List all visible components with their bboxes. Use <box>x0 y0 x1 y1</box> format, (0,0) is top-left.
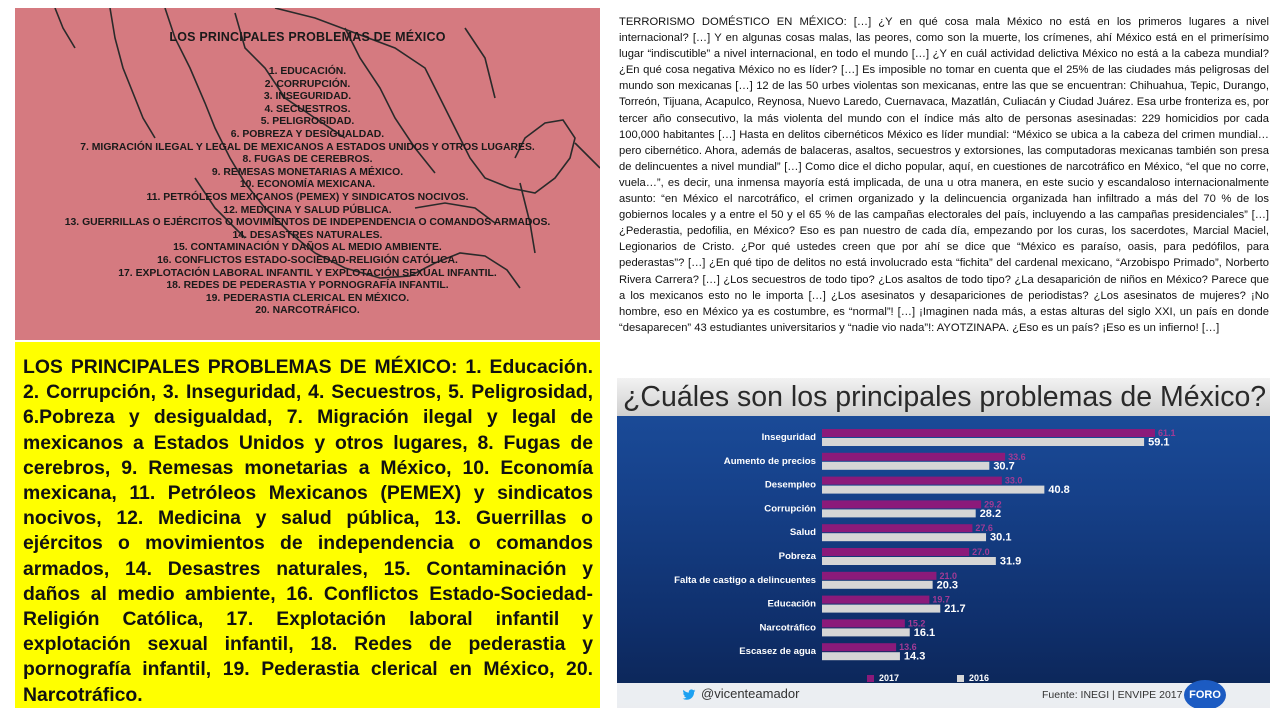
value-label-2016: 30.7 <box>993 460 1015 473</box>
value-label-2017: 27.0 <box>972 547 990 557</box>
bar-2016 <box>822 581 933 589</box>
list-item: 14. DESASTRES NATURALES. <box>232 229 383 241</box>
category-label: Falta de castigo a delincuentes <box>674 574 816 586</box>
list-item: 8. FUGAS DE CEREBROS. <box>242 154 373 166</box>
value-label-2017: 15.2 <box>907 618 926 629</box>
bar-2016 <box>822 509 976 517</box>
list-item: 17. EXPLOTACIÓN LABORAL INFANTIL Y EXPLOTACIÓN SEXUAL INFANTIL. <box>118 267 497 279</box>
problems-paragraph: LOS PRINCIPALES PROBLEMAS DE MÉXICO: 1. Educación. 2. Corrupción, 3. Inseguridad, 4. Secuestros, 5. Peligrosidad, 6.Pobreza y desigualdad, 7. Migración ilegal y legal de mexicanos a Estados Unidos y otros lugares, 8. Fugas de cerebros, 9. Remesas monetarias a México, 10. Economía mexicana, 11. Petróleos Mexicanos (PEMEX) y sindicatos nocivos, 12. Medicina y salud pública, 13. Guerrillas o ejércitos o movimientos de independencia o comandos armados, 14. Desastres naturales, 15. Contaminación y daños al medio ambiente, 16. Conflictos Estado-Sociedad-Religión Católica, 17. Explotación laboral infantil y explotación sexual infantil, 18. Redes de pederastia y pornografía infantil, 19. Pederastia clerical en México, 20. Narcotráfico. <box>23 356 593 706</box>
map-title: LOS PRINCIPALES PROBLEMAS DE MÉXICO <box>169 30 446 44</box>
list-item: 1. EDUCACIÓN. <box>268 66 347 77</box>
chart-source: Fuente: INEGI | ENVIPE 2017 <box>1042 689 1183 701</box>
article-paragraph: TERRORISMO DOMÉSTICO EN MÉXICO: […] ¿Y en qué cosa mala México no está en los primeros lugares a nivel internacional? […] Y en algunas cosas malas, las peores, como son la muerte, los crímenes, ahí México está en el primerísimo lugar “indiscutible” a nivel internacional, en todo el mundo […] ¿Y en cuál actividad delictiva México no está a la cabeza mundial? ¿En qué cosa negativa México no es líder? […] Es imposible no tomar en cuenta que el 25% de las ciudades más peligrosas del mundo son mexicanas […] 12 de las 50 urbes violentas son mexicanas, entre las que se encuentran: Chihuahua, Tepic, Durango, Torreón, Tijuana, Acapulco, Reynosa, Nuevo Laredo, Cuernavaca, Mazatlán, Culiacán y Ciudad Juárez. Esa urbe fronteriza es, por tercer año consecutivo, la más violenta del mundo con el índice más alto de personas asesinadas: 229 homicidios por cada 100,000 habitantes […] Hasta en delitos cibernéticos México es líder mundial: “México se ubica a la cabeza del crimen mundial… pero cibernético. Ahora, además de balaceras, asaltos, secuestros y extorsiones, las computadoras mexicanas también son presa de delincuentes a nivel mundial” […] Como dice el dicho popular, aquí, en cuestiones de narcotráfico en México, “el que no corre, vuela…”, es decir, una inmensa mayoría está implicada, de una u otra manera, en este sucio y escandaloso internacionalmente asunto: “en México el narcotráfico, el crimen organizado y la delincuencia organizada han infiltrado a más del 70 % de los gobiernos locales y a entre el 50 y el 65 % de las campañas electorales del país, incluyendo a las campañas presidenciales” […] ¿Pederastia, pedofilia, en México? Eso es pan nuestro de cada día, empezando por los curas, los sacerdotes, Marcial Maciel, Legionarios de Cristo. ¿Por qué ustedes creen que por ahí se dice que “México es paraíso, oasis, para pedófilos, para pederastas”? […] ¿En qué tipo de delitos no está involucrado esta “fichita” del cardenal mexicano, “Arzobispo Primado”, Norberto Rivera Carrera? […] ¿Los secuestros de todo tipo? ¿Los asaltos de todo tipo? ¿La desaparición de niños en México? Parece que a los mexicanos esto no le importa […] ¿Los asesinatos y desapariciones de periodistas? ¿Los asesinatos de mujeres? ¡No hombre, eso en México ya es costumbre, es “normal”! […] ¡Imaginen nada más, a estas alturas del siglo XXI, un país en donde “desaparecen” 43 estudiantes universitarios y “nadie vio nada”!: AYOTZINAPA. ¿Eso es un país? ¡Eso es un infierno! […] <box>619 16 1269 334</box>
category-label: Inseguridad <box>761 432 816 443</box>
bar-2017 <box>822 453 1005 461</box>
list-item: 20. NARCOTRÁFICO. <box>255 305 360 317</box>
chart-footer <box>617 683 1270 708</box>
value-label-2016: 16.1 <box>913 626 936 639</box>
legend-label-2016: 2016 <box>969 673 990 683</box>
category-label: Pobreza <box>778 551 816 562</box>
value-label-2017: 21.0 <box>939 570 957 581</box>
bar-2016 <box>822 438 1144 446</box>
twitter-bird-icon <box>682 688 696 702</box>
list-item: 11. PETRÓLEOS MEXICANOS (PEMEX) Y SINDICATOS NOCIVOS. <box>146 191 469 203</box>
value-label-2016: 31.9 <box>999 555 1022 568</box>
list-item: 12. MEDICINA Y SALUD PÚBLICA. <box>223 204 392 216</box>
bar-2017 <box>822 500 981 508</box>
yellow-problems-panel <box>15 342 600 708</box>
list-item: 3. INSEGURIDAD. <box>263 91 352 103</box>
category-label: Desempleo <box>764 479 816 491</box>
legend-swatch-2016 <box>957 675 964 682</box>
category-label: Salud <box>789 527 816 539</box>
bar-2017 <box>822 429 1155 437</box>
value-label-2017: 27.6 <box>975 523 993 534</box>
value-label-2016: 28.2 <box>979 507 1002 520</box>
category-label: Escasez de agua <box>739 646 816 658</box>
legend-label-2017: 2017 <box>879 673 900 683</box>
list-item: 13. GUERRILLAS O EJÉRCITOS O MOVIMIENTOS DE INDEPENDENCIA O COMANDOS ARMADOS. <box>64 217 551 229</box>
list-item: 4. SECUESTROS. <box>264 103 351 115</box>
bar-chart <box>617 416 1270 683</box>
list-item: 10. ECONOMÍA MEXICANA. <box>239 179 376 191</box>
bar-2017 <box>822 572 936 580</box>
chart-panel <box>617 378 1270 708</box>
value-label-2017: 33.6 <box>1008 451 1026 462</box>
value-label-2016: 20.3 <box>936 579 959 592</box>
bar-2016 <box>822 462 989 470</box>
bar-2017 <box>822 643 896 651</box>
list-item: 9. REMESAS MONETARIAS A MÉXICO. <box>211 166 404 178</box>
list-item: 18. REDES DE PEDERASTIA Y PORNOGRAFÍA INFANTIL. <box>166 280 449 292</box>
bar-2016 <box>822 628 910 636</box>
list-item: 15. CONTAMINACIÓN Y DAÑOS AL MEDIO AMBIENTE. <box>173 242 442 254</box>
chart-title: ¿Cuáles son los principales problemas de México? <box>623 381 1267 413</box>
value-label-2016: 30.1 <box>990 531 1012 544</box>
value-label-2017: 13.6 <box>899 642 917 653</box>
list-item: 19. PEDERASTIA CLERICAL EN MÉXICO. <box>205 292 410 304</box>
list-item: 5. PELIGROSIDAD. <box>260 116 355 128</box>
list-item: 6. POBREZA Y DESIGUALDAD. <box>230 128 385 140</box>
value-label-2017: 19.7 <box>932 594 950 605</box>
list-item: 7. MIGRACIÓN ILEGAL Y LEGAL DE MEXICANOS A ESTADOS UNIDOS Y OTROS LUGARES. <box>80 141 535 153</box>
bar-2016 <box>822 605 940 613</box>
category-label: Corrupción <box>764 503 816 515</box>
bar-2017 <box>822 524 972 532</box>
bar-2016 <box>822 652 900 660</box>
bar-2016 <box>822 486 1044 494</box>
category-label: Educación <box>767 598 816 610</box>
twitter-handle: @vicenteamador <box>701 686 800 701</box>
value-label-2016: 14.3 <box>903 650 926 663</box>
value-label-2016: 59.1 <box>1148 436 1170 449</box>
mexico-map-panel <box>15 8 600 340</box>
bar-2017 <box>822 619 905 627</box>
bar-2016 <box>822 557 996 565</box>
value-label-2017: 61.1 <box>1157 428 1176 438</box>
bar-2017 <box>822 548 969 556</box>
bar-2017 <box>822 477 1002 485</box>
list-item: 2. CORRUPCIÓN. <box>264 78 351 90</box>
legend-swatch-2017 <box>867 675 874 682</box>
list-item: 16. CONFLICTOS ESTADO-SOCIEDAD-RELIGIÓN CATÓLICA. <box>157 254 458 266</box>
value-label-2017: 29.2 <box>984 499 1002 510</box>
value-label-2016: 40.8 <box>1048 484 1070 497</box>
category-label: Narcotráfico <box>759 622 816 634</box>
chart-header <box>617 378 1270 416</box>
map-problem-list <box>15 66 600 318</box>
value-label-2017: 33.0 <box>1004 475 1023 486</box>
foro-logo: FORO <box>1184 680 1226 708</box>
value-label-2016: 21.7 <box>944 603 966 616</box>
bar-2017 <box>822 596 929 604</box>
category-label: Aumento de precios <box>723 455 816 467</box>
bar-2016 <box>822 533 986 541</box>
